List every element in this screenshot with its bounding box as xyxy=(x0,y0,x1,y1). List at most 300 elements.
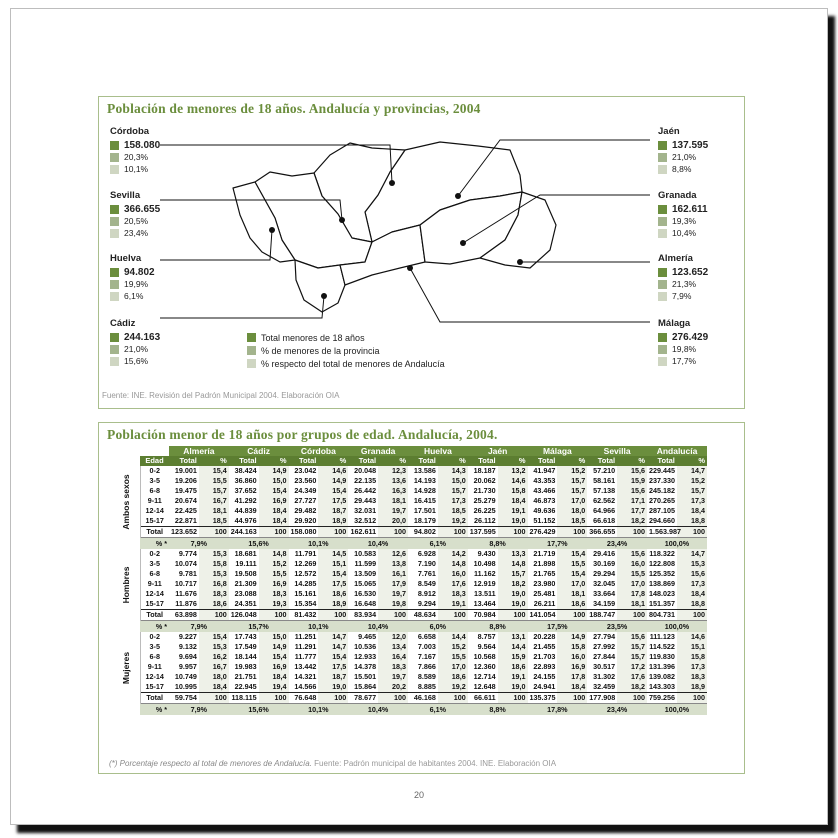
province-name: Sevilla xyxy=(110,190,141,201)
table-cell: 10.583 xyxy=(354,549,377,558)
table-cell: 148.023 xyxy=(649,589,675,598)
table-cell: 17,3 xyxy=(438,496,468,506)
table-cell: 18,4 xyxy=(259,672,289,682)
table-cell: 81.432 xyxy=(289,610,319,621)
pct-header: % xyxy=(557,456,587,466)
total-header: Total xyxy=(229,456,259,466)
table-cell: 139.082 xyxy=(649,672,675,681)
province-total: 162.611 xyxy=(672,203,708,215)
table-row xyxy=(113,559,707,569)
table-cell: 15,2 xyxy=(438,642,468,652)
pct-cell: 23,5% xyxy=(587,621,647,633)
pct-row xyxy=(113,538,707,550)
table-cell: 100 xyxy=(498,527,528,538)
table-cell: 12-14 xyxy=(145,506,164,515)
pct-cell: 8,8% xyxy=(468,621,528,633)
table-cell: 12-14 xyxy=(145,672,164,681)
table-cell: 18,2 xyxy=(617,682,647,693)
table-cell: Total xyxy=(140,527,169,538)
table-cell: 100 xyxy=(199,693,229,704)
pct-cell: 6,1% xyxy=(408,538,468,550)
province-pct-prov: 21,0% xyxy=(124,344,149,354)
province-granada xyxy=(658,190,708,239)
table-cell: 15,4 xyxy=(259,486,289,496)
table-cell: 10.995 xyxy=(174,682,197,691)
swatch-pct-and xyxy=(110,357,119,366)
table-cell: 15,9 xyxy=(617,476,647,486)
province-name: Almería xyxy=(658,253,693,264)
table-cell: 12.572 xyxy=(294,569,317,578)
table-cell: 15,6 xyxy=(617,486,647,496)
table-cell: 100 xyxy=(199,527,229,538)
region-header: Cádiz xyxy=(229,446,289,456)
table-cell: 14.321 xyxy=(294,672,317,681)
table-cell: 14.566 xyxy=(294,682,317,691)
table-cell: 14,2 xyxy=(438,549,468,559)
table-cell: 18.179 xyxy=(413,516,436,525)
table-cell: 14,9 xyxy=(318,476,348,486)
table-cell: 22.945 xyxy=(234,682,257,691)
table-cell: 11.676 xyxy=(175,589,197,598)
legend-swatch-pct-prov xyxy=(247,346,256,355)
table-cell: 27.992 xyxy=(593,642,616,651)
pct-cell: 6,0% xyxy=(408,621,468,633)
table-cell: 16,9 xyxy=(259,662,289,672)
table-cell: 58.161 xyxy=(593,476,616,485)
table-cell: 14,9 xyxy=(259,642,289,652)
table-cell: 100 xyxy=(378,610,408,621)
table-cell: 100 xyxy=(557,693,587,704)
table-cell: 21.719 xyxy=(533,549,556,558)
table-cell: 18,1 xyxy=(557,589,587,599)
table-cell: 13.442 xyxy=(294,662,317,671)
table-cell: 100 xyxy=(498,693,528,704)
table-cell: 287.105 xyxy=(649,506,675,515)
province-pct-and: 23,4% xyxy=(124,228,149,238)
table-cell: 8.885 xyxy=(417,682,436,691)
table-cell: 15,1 xyxy=(318,559,348,569)
table-cell: Total xyxy=(140,693,169,704)
table-cell: 131.396 xyxy=(649,662,675,671)
table-cell: 17,7 xyxy=(617,506,647,516)
province-pct-and: 10,1% xyxy=(124,164,149,174)
table-cell: 18,7 xyxy=(318,506,348,516)
table-cell: 9.132 xyxy=(178,642,197,651)
table-cell: 21.751 xyxy=(234,672,257,681)
table-cell: 41.947 xyxy=(533,466,556,475)
pct-header: % xyxy=(438,456,468,466)
table-row xyxy=(113,549,707,559)
table-cell: 76.648 xyxy=(289,693,319,704)
table-cell: 9-11 xyxy=(147,662,162,671)
table-cell: 13.464 xyxy=(473,599,496,608)
province-malaga xyxy=(658,318,708,367)
table-cell: 29.920 xyxy=(294,516,317,525)
table-cell: 0-2 xyxy=(149,549,160,558)
table-cell: 27.727 xyxy=(294,496,317,505)
table-cell: 16.415 xyxy=(413,496,436,505)
table-cell: 20.228 xyxy=(533,632,556,641)
swatch-pct-and xyxy=(658,229,667,238)
table-cell: 17,5 xyxy=(318,496,348,506)
table-cell: 24.349 xyxy=(294,486,317,495)
table-cell: 237.330 xyxy=(649,476,675,485)
table-cell: 13,1 xyxy=(498,632,528,642)
pct-cell: 17,7% xyxy=(528,538,588,550)
table-cell: 100 xyxy=(438,527,468,538)
province-pct-prov: 19,9% xyxy=(124,279,149,289)
table-cell: 26.225 xyxy=(473,506,496,515)
table-cell: 64.966 xyxy=(593,506,616,515)
table-cell: 19,3 xyxy=(259,599,289,610)
table-cell: 21.309 xyxy=(234,579,257,588)
table-cell: 6-8 xyxy=(149,569,160,578)
region-header: Córdoba xyxy=(289,446,349,456)
table-cell: 18,1 xyxy=(617,599,647,610)
table-cell: 23.042 xyxy=(294,466,317,475)
table-cell: 15,4 xyxy=(318,652,348,662)
table-cell: 9.430 xyxy=(477,549,496,558)
table-cell: 10.749 xyxy=(174,672,197,681)
table-cell: 15,8 xyxy=(677,652,707,662)
pct-header: % xyxy=(259,456,289,466)
table-cell: 1.563.987 xyxy=(649,527,681,536)
table-cell: 18,2 xyxy=(498,579,528,589)
table-cell: 21.765 xyxy=(533,569,556,578)
table-cell: 13,6 xyxy=(378,476,408,486)
table-cell: 15,4 xyxy=(557,549,587,559)
province-pct-and: 15,6% xyxy=(124,356,149,366)
table-cell: 24.351 xyxy=(234,599,257,608)
province-name: Granada xyxy=(658,190,697,201)
pct-cell: 8,8% xyxy=(468,538,528,550)
table-cell: 122.808 xyxy=(649,559,675,568)
table-cell: 18,9 xyxy=(318,516,348,527)
table-cell: 13.586 xyxy=(413,466,436,475)
table-cell: 15,0 xyxy=(259,632,289,642)
table-cell: 18,0 xyxy=(557,506,587,516)
table-cell: 16,7 xyxy=(199,662,229,672)
pct-header: % xyxy=(318,456,348,466)
legend-swatch-total xyxy=(247,333,256,342)
table-cell: 23.088 xyxy=(234,589,257,598)
table-cell: 118.322 xyxy=(649,549,675,558)
table-cell: 14,3 xyxy=(438,466,468,476)
table-cell: 100 xyxy=(259,610,289,621)
table-cell: 18,8 xyxy=(677,516,707,527)
table-cell: 16,9 xyxy=(557,662,587,672)
table-cell: 36.860 xyxy=(234,476,257,485)
total-header: Total xyxy=(169,456,199,466)
pct-cell: 23,4% xyxy=(587,704,647,716)
table-cell: 15,7 xyxy=(677,486,707,496)
swatch-total xyxy=(658,333,667,342)
table-cell: 66.611 xyxy=(468,693,498,704)
table-cell: 119.830 xyxy=(649,652,675,661)
province-name: Córdoba xyxy=(110,126,150,137)
table-cell: 11.162 xyxy=(474,569,496,578)
legend-pct-and: % respecto del total de menores de Andalucía xyxy=(261,358,445,369)
table-cell: 15.864 xyxy=(354,682,377,691)
table-cell: 19.983 xyxy=(234,662,257,671)
table-row xyxy=(113,589,707,599)
pct-cell: 10,1% xyxy=(289,538,349,550)
region-header: Almería xyxy=(169,446,229,456)
table-cell: 100 xyxy=(318,610,348,621)
table-cell: 13,4 xyxy=(378,642,408,652)
table-cell: 10.568 xyxy=(473,652,496,661)
table-cell: 18,4 xyxy=(677,506,707,516)
table-cell: 151.357 xyxy=(649,599,675,608)
table-cell: 11.599 xyxy=(354,559,377,568)
table-cell: 11.291 xyxy=(294,642,317,651)
table-cell: 70.984 xyxy=(468,610,498,621)
table-cell: 15,3 xyxy=(199,569,229,579)
table-cell: 15,5 xyxy=(259,569,289,579)
table-cell: 17,0 xyxy=(557,496,587,506)
table-row xyxy=(113,496,707,506)
table-panel-title: Población menor de 18 años por grupos de edad. Andalucía, 2004. xyxy=(107,427,498,442)
table-cell: 43.466 xyxy=(533,486,556,495)
table-cell: 9.465 xyxy=(358,632,377,641)
pct-cell: 7,9% xyxy=(169,621,229,633)
province-sevilla xyxy=(110,190,160,239)
swatch-pct-and xyxy=(658,357,667,366)
table-cell: 24.941 xyxy=(533,682,556,691)
table-cell: 33.664 xyxy=(593,589,616,598)
table-cell: 18,6 xyxy=(438,672,468,682)
table-cell: 17.743 xyxy=(234,632,257,641)
table-cell: 18.144 xyxy=(234,652,257,661)
table-cell: 20.048 xyxy=(354,466,377,475)
table-cell: 15.161 xyxy=(294,589,317,598)
table-footnote: (*) Porcentaje respecto al total de menores de Andalucía. xyxy=(109,759,312,768)
province-pct-prov: 19,8% xyxy=(672,344,697,354)
table-cell: 15.354 xyxy=(294,599,317,608)
table-cell: 9-11 xyxy=(147,496,162,505)
table-cell: 100 xyxy=(259,527,289,538)
table-cell: 15,0 xyxy=(259,476,289,486)
province-jaen xyxy=(658,126,708,175)
table-cell: 138.869 xyxy=(649,579,675,588)
table-cell: 15,1 xyxy=(677,642,707,652)
table-source xyxy=(109,759,556,768)
table-cell: 15.065 xyxy=(354,579,377,588)
table-cell: 6-8 xyxy=(149,486,160,495)
table-cell: 100 xyxy=(498,610,528,621)
total-header: Total xyxy=(528,456,558,466)
total-header: Total xyxy=(587,456,617,466)
table-cell: 18,3 xyxy=(677,672,707,682)
table-cell: 21.703 xyxy=(533,652,556,661)
legend-pct-prov: % de menores de la provincia xyxy=(261,345,380,356)
table-cell: 15,2 xyxy=(557,466,587,476)
province-pct-prov: 21,3% xyxy=(672,279,697,289)
table-cell: 18,4 xyxy=(259,506,289,516)
table-cell: 14,6 xyxy=(677,632,707,642)
table-cell: 8.757 xyxy=(477,632,496,641)
table-cell: 14,7 xyxy=(318,642,348,652)
table-cell: 16,1 xyxy=(378,569,408,579)
table-cell: 32.512 xyxy=(354,516,377,525)
province-name: Jaén xyxy=(658,126,680,137)
pct-cell: 100,0% xyxy=(647,538,707,550)
table-cell: 22.425 xyxy=(174,506,197,515)
table-cell: 16,0 xyxy=(438,569,468,579)
table-cell: 229.445 xyxy=(649,466,675,475)
table-cell: 14.285 xyxy=(294,579,317,588)
table-cell: 18,4 xyxy=(199,682,229,693)
table-cell: 21.455 xyxy=(533,642,556,651)
table-cell: 143.303 xyxy=(649,682,675,691)
table-cell: 15-17 xyxy=(145,682,164,691)
table-cell: 141.054 xyxy=(529,610,556,619)
pct-cell: 100,0% xyxy=(647,621,707,633)
swatch-pct-and xyxy=(110,229,119,238)
table-cell: 15,4 xyxy=(259,652,289,662)
province-pct-prov: 20,3% xyxy=(124,152,149,162)
table-cell: 16,9 xyxy=(259,579,289,589)
table-row xyxy=(113,652,707,662)
table-cell: 111.123 xyxy=(649,632,675,641)
table-cell: 27.794 xyxy=(593,632,616,641)
table-row xyxy=(113,476,707,486)
table-cell: 10.717 xyxy=(174,579,197,588)
table-cell: 14,8 xyxy=(438,559,468,569)
table-cell: 15,7 xyxy=(617,642,647,652)
swatch-pct-prov xyxy=(658,345,667,354)
province-total: 244.163 xyxy=(124,331,161,343)
pct-cell: 15,7% xyxy=(229,621,289,633)
table-cell: 19,8 xyxy=(378,599,408,610)
table-cell: 804.731 xyxy=(649,610,675,619)
province-total: 276.429 xyxy=(672,331,709,343)
province-name: Cádiz xyxy=(110,318,136,329)
table-cell: 43.353 xyxy=(533,476,556,485)
table-cell: 15,7 xyxy=(557,476,587,486)
table-cell: 78.677 xyxy=(348,693,378,704)
table-cell: 15,7 xyxy=(199,486,229,496)
table-cell: 12.360 xyxy=(473,662,496,671)
swatch-total xyxy=(110,205,119,214)
pct-cell: 10,4% xyxy=(348,704,408,716)
pct-cell: 7,9% xyxy=(169,538,229,550)
table-cell: 17,5 xyxy=(318,662,348,672)
legend-total: Total menores de 18 años xyxy=(261,332,365,343)
table-cell: 14.928 xyxy=(413,486,436,495)
swatch-pct-and xyxy=(658,165,667,174)
table-cell: 19,7 xyxy=(378,589,408,599)
table-cell: 12.714 xyxy=(473,672,496,681)
table-cell: 19,1 xyxy=(498,506,528,516)
pct-cell: 15,6% xyxy=(229,538,289,550)
pct-header: % xyxy=(677,456,707,466)
table-cell: 24.155 xyxy=(533,672,556,681)
table-cell: 17,1 xyxy=(617,496,647,506)
table-cell: 18,3 xyxy=(378,662,408,672)
region-header: Jaén xyxy=(468,446,528,456)
group-label: Ambos sexos xyxy=(113,466,140,538)
table-row xyxy=(113,693,707,704)
table-cell: 21.898 xyxy=(533,559,556,568)
table-cell: 29.416 xyxy=(593,549,616,558)
table-row xyxy=(113,516,707,527)
table-row xyxy=(113,486,707,496)
table-cell: 17,3 xyxy=(677,662,707,672)
table-cell: 3-5 xyxy=(149,476,160,485)
table-cell: 44.839 xyxy=(234,506,257,515)
table-cell: 15,3 xyxy=(199,642,229,652)
table-cell: 13,3 xyxy=(498,549,528,559)
pct-row-label: % * xyxy=(140,621,169,633)
table-row xyxy=(113,672,707,682)
table-cell: 15,6 xyxy=(677,569,707,579)
province-pct-and: 8,8% xyxy=(672,164,692,174)
table-cell: 17,8 xyxy=(617,589,647,599)
table-cell: 19,0 xyxy=(498,599,528,610)
swatch-pct-and xyxy=(110,292,119,301)
table-cell: 12,6 xyxy=(378,549,408,559)
table-cell: 14,6 xyxy=(318,466,348,476)
table-cell: 29.443 xyxy=(354,496,377,505)
table-cell: 44.976 xyxy=(234,516,257,525)
table-cell: 17,8 xyxy=(557,672,587,682)
table-cell: 15,7 xyxy=(438,486,468,496)
table-cell: 19,2 xyxy=(438,516,468,527)
table-cell: 17,6 xyxy=(438,579,468,589)
province-name: Huelva xyxy=(110,253,142,264)
table-cell: 26.211 xyxy=(533,599,556,608)
table-cell: 34.159 xyxy=(593,599,616,608)
table-cell: 158.080 xyxy=(290,527,317,536)
table-cell: 32.031 xyxy=(354,506,377,515)
table-cell: 100 xyxy=(557,610,587,621)
province-total: 366.655 xyxy=(124,203,161,215)
pct-row xyxy=(113,621,707,633)
table-cell: 15,4 xyxy=(199,632,229,642)
table-cell: Total xyxy=(140,610,169,621)
table-cell: 14,7 xyxy=(677,549,707,559)
table-cell: 10.536 xyxy=(354,642,377,651)
table-cell: 18,5 xyxy=(557,516,587,527)
table-cell: 15,3 xyxy=(199,549,229,559)
table-cell: 25.481 xyxy=(533,589,556,598)
table-cell: 9.694 xyxy=(178,652,197,661)
table-cell: 276.429 xyxy=(529,527,556,536)
table-row xyxy=(113,610,707,621)
table-cell: 15,5 xyxy=(199,476,229,486)
table-cell: 16,2 xyxy=(199,652,229,662)
province-total: 94.802 xyxy=(124,266,155,278)
table-cell: 15,0 xyxy=(438,476,468,486)
table-cell: 15,4 xyxy=(557,569,587,579)
table-cell: 15,6 xyxy=(617,549,647,559)
total-header: Total xyxy=(289,456,319,466)
table-row xyxy=(113,682,707,693)
swatch-pct-prov xyxy=(110,153,119,162)
table-cell: 245.182 xyxy=(649,486,675,495)
province-huelva xyxy=(110,253,155,302)
swatch-total xyxy=(110,333,119,342)
table-cell: 15,8 xyxy=(557,642,587,652)
table-cell: 759.256 xyxy=(649,693,675,702)
table-cell: 32.045 xyxy=(593,579,616,588)
swatch-total xyxy=(110,141,119,150)
table-cell: 15,2 xyxy=(677,476,707,486)
pct-cell: 17,8% xyxy=(528,704,588,716)
province-cadiz xyxy=(110,318,160,367)
table-cell: 244.163 xyxy=(230,527,257,536)
